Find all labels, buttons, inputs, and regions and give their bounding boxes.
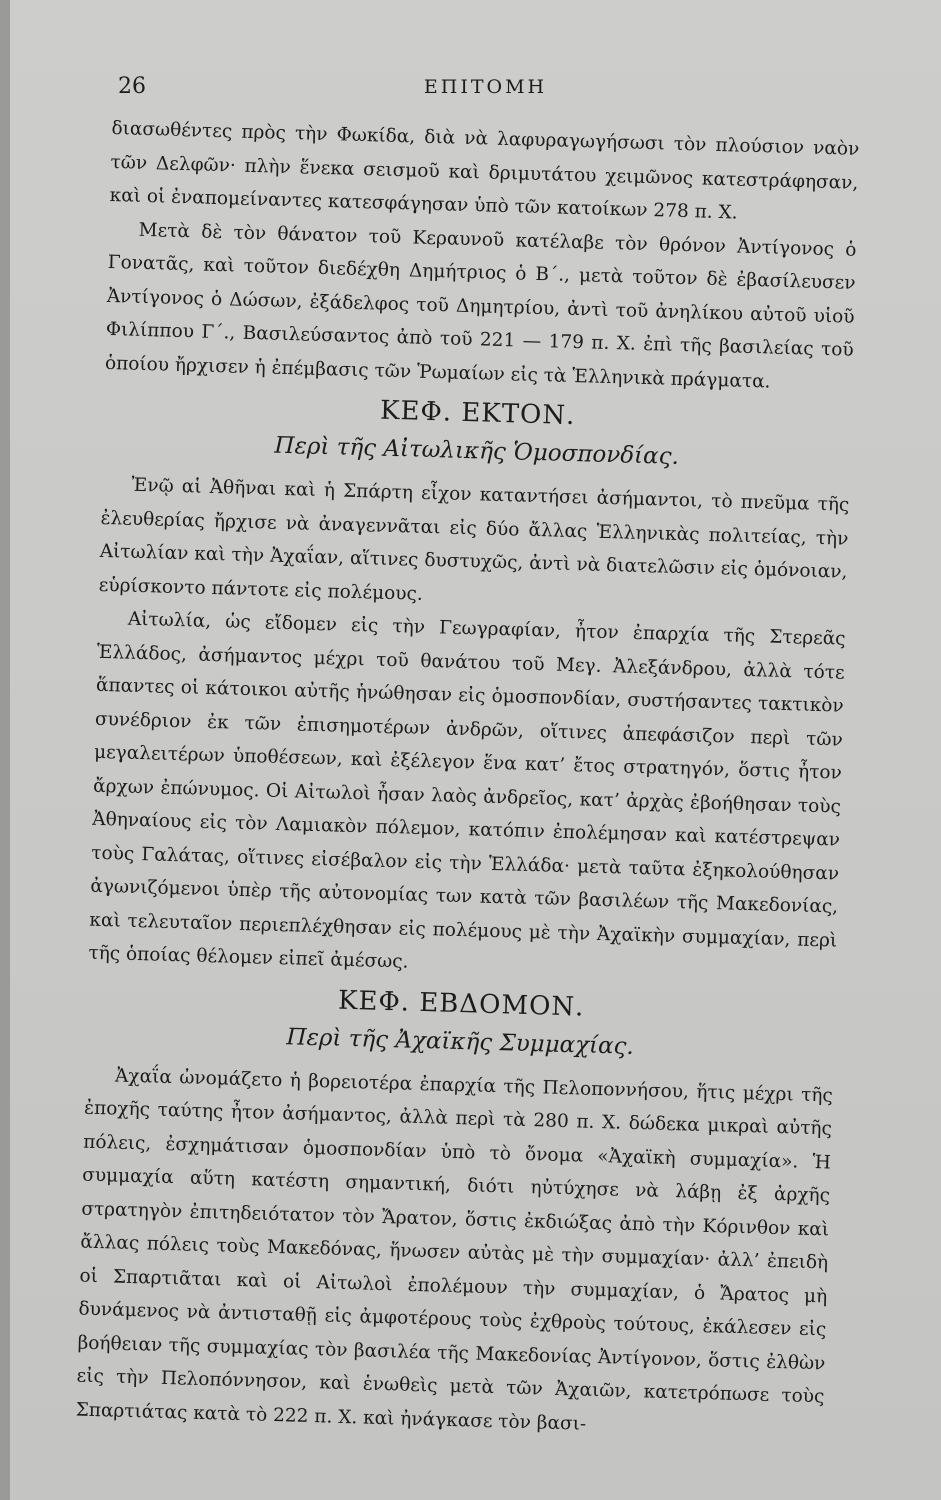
chapter-heading-6: ΚΕΦ. ΕΚΤΟΝ. bbox=[379, 395, 576, 432]
page-edge bbox=[0, 0, 10, 1500]
running-title: ΕΠΙΤΟΜΗ bbox=[423, 76, 548, 98]
chapter-heading-7: ΚΕΦ. ΕΒΔΟΜΟΝ. bbox=[337, 985, 585, 1023]
paragraph-1: διασωθέντες πρὸς τὴν Φωκίδα, διὰ νὰ λαφυραγωγήσωσι τὸν πλούσιον ναὸν τῶν Δελφῶν· πλὴν ἕνεκα σεισμοῦ καὶ δριμυτάτου χειμῶνος κατεστράφησαν, καὶ οἱ ἐναπομείναντες κατεσφάγησαν ὑπὸ τῶν κατοίκων 278 π. Χ. bbox=[109, 117, 860, 224]
body-text bbox=[75, 112, 859, 1447]
paragraph-2: Μετὰ δὲ τὸν θάνατον τοῦ Κεραυνοῦ κατέλαβε τὸν θρόνον Ἀντίγονος ὁ Γονατᾶς, καὶ τοῦτον διεδέχθη Δημήτριος ὁ Β΄., μετὰ τοῦτον δὲ ἐβασίλευσεν Ἀντίγονος ὁ Δώσων, ἐξάδελφος τοῦ Δημητρίου, ἀντὶ τοῦ ἀνηλίκου αὐτοῦ υἱοῦ Φιλίππου Γ΄., Βασιλεύσαντος ἀπὸ τοῦ 221 — 179 π. Χ. ἐπὶ τῆς βασιλείας τοῦ ὁποίου ἤρχισεν ἡ ἐπέμβασις τῶν Ῥωμαίων εἰς τὰ Ἑλληνικὰ πράγματα. bbox=[104, 219, 857, 392]
paragraph-5: Ἀχαΐα ὠνομάζετο ἡ βορειοτέρα ἐπαρχία τῆς Πελοποννήσου, ἥτις μέχρι τῆς ἐποχῆς ταύτης ἦτον ἀσήμαντος, ἀλλὰ περὶ τὰ 280 π. Χ. δώδεκα μικραὶ αὐτῆς πόλεις, ἐσχημάτισαν ὁμοσπονδίαν ὑπὸ τὸ ὄνομα «Ἀχαϊκὴ συμμαχία». Ἡ συμμαχία αὕτη κατέστη σημαντική, διότι ηὐτύχησε νὰ λάβῃ ἐξ ἀρχῆς στρατηγὸν ἐπιτηδειότατον τὸν Ἄρατον, ὅστις ἐκδιώξας ἀπὸ τὴν Κόρινθον καὶ ἄλλας πόλεις τοὺς Μακεδόνας, ἥνωσεν αὐτὰς μὲ τὴν συμμαχίαν· ἀλλ’ ἐπειδὴ οἱ Σπαρτιᾶται καὶ οἱ Αἰτωλοὶ ἐπολέμουν τὴν συμμαχίαν, ὁ Ἄρατος μὴ δυνάμενος νὰ ἀντισταθῇ εἰς ἀμφοτέρους τοὺς ἐχθροὺς τούτους, ἐκάλεσεν εἰς βοήθειαν τῆς συμμαχίας τὸν βασιλέα τῆς Μακεδονίας Ἀντίγονον, ὅστις ἐλθὼν εἰς τὴν Πελοπόννησον, καὶ ἑνωθεὶς μετὰ τῶν Ἀχαιῶν, κατετρόπωσε τοὺς Σπαρτιάτας κατὰ τὸ 222 π. Χ. καὶ ἠνάγκασε τὸν βασι- bbox=[75, 1064, 834, 1435]
page-number: 26 bbox=[118, 74, 146, 99]
section-title-6: Περὶ τῆς Αἰτωλικῆς Ὁμοσπονδίας. bbox=[274, 432, 680, 470]
paragraph-3: Ἐνῷ αἱ Ἀθῆναι καὶ ἡ Σπάρτη εἶχον καταντήσει ἀσήμαντοι, τὸ πνεῦμα τῆς ἐλευθερίας ἤρχισε νὰ ἀναγεννᾶται εἰς δύο ἄλλας Ἑλληνικὰς πολιτείας, τὴν Αἰτωλίαν καὶ τὴν Ἀχαΐαν, αἵτινες δυστυχῶς, ἀντὶ νὰ διατελῶσιν εἰς ὁμόνοιαν, εὑρίσκοντο πάντοτε εἰς πολέμους. bbox=[98, 474, 850, 605]
section-title-7: Περὶ τῆς Ἀχαϊκῆς Συμμαχίας. bbox=[286, 1023, 635, 1060]
paragraph-4: Αἰτωλία, ὡς εἴδομεν εἰς τὴν Γεωγραφίαν, ἦτον ἐπαρχία τῆς Στερεᾶς Ἑλλάδος, ἀσήμαντος μέχρι τοῦ θανάτου τοῦ Μεγ. Ἀλεξάνδρου, ἀλλὰ τότε ἅπαντες οἱ κάτοικοι αὐτῆς ἡνώθησαν εἰς ὁμοσπονδίαν, συστήσαντες τακτικὸν συνέδριον ἐκ τῶν ἐπισημοτέρων ἀνδρῶν, οἵτινες ἀπεφάσιζον περὶ τῶν μεγαλειτέρων ὑποθέσεων, καὶ ἐξέλεγον ἕνα κατ’ ἔτος στρατηγόν, ὅστις ἦτον ἄρχων ἐπώνυμος. Οἱ Αἰτωλοὶ ἦσαν λαὸς ἀνδρεῖος, κατ’ ἀρχὰς ἐβοήθησαν τοὺς Ἀθηναίους εἰς τὸν Λαμιακὸν πόλεμον, κατόπιν ἐπολέμησαν καὶ κατέστρεψαν τοὺς Γαλάτας, οἵτινες εἰσέβαλον εἰς τὴν Ἑλλάδα· μετὰ ταῦτα ἐξηκολούθησαν ἀγωνιζόμενοι ὑπὲρ τῆς αὐτονομίας των κατὰ τῶν βασιλέων τῆς Μακεδονίας, καὶ τελευταῖον περιεπλέχθησαν εἰς πολέμους μὲ τὴν Ἀχαϊκὴν συμμαχίαν, περὶ τῆς ὁποίας θέλομεν εἰπεῖ ἀμέσως. bbox=[88, 608, 846, 973]
